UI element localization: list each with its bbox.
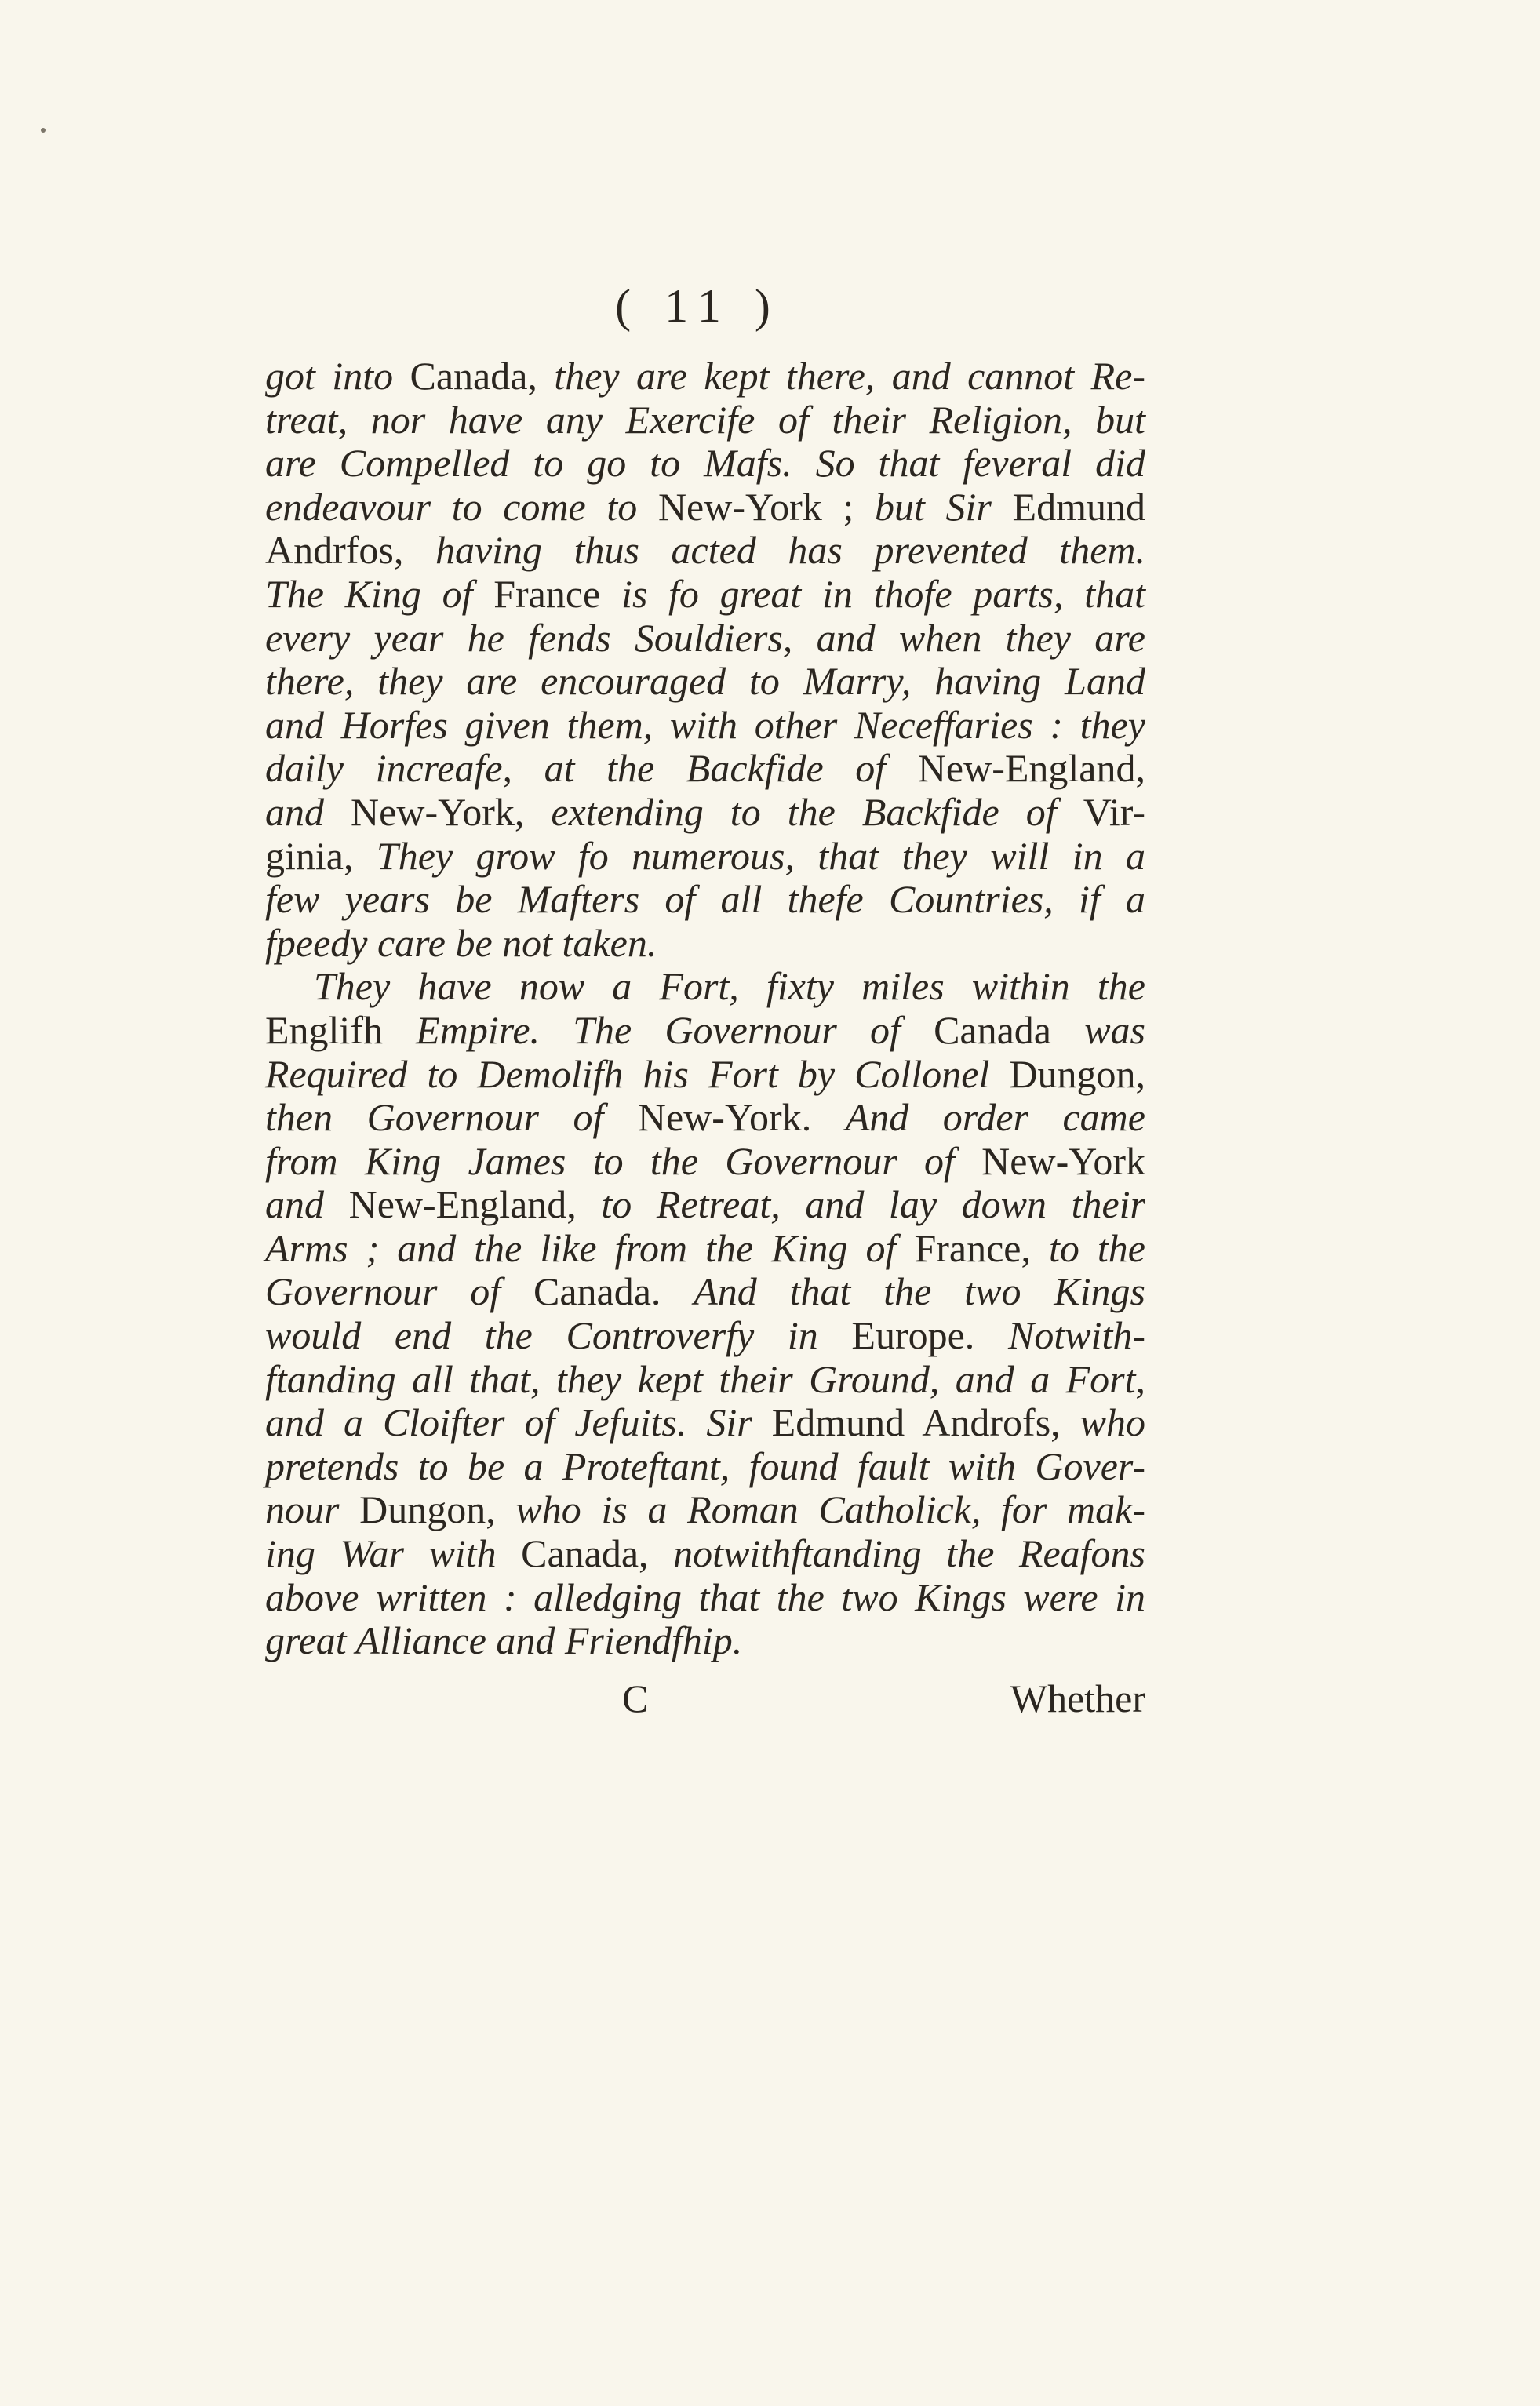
text-line [265,1053,1145,1097]
italic-text: every year he fends Souldiers, and when they are [265,615,1145,660]
italic-text: daily increafe, at the Backfide of [265,746,918,791]
italic-text: treat, nor have any Exercife of their Religion, but [265,397,1145,442]
italic-text: but Sir [874,484,1013,529]
text-line [265,355,1145,399]
roman-text: Dungon, [1009,1051,1145,1096]
italic-text: above written : alledging that the two Kings were in [265,1574,1145,1619]
text-line [265,617,1145,661]
italic-text: would end the Controverfy in [265,1313,852,1358]
italic-text: endeavour to come to [265,484,658,529]
italic-text: having thus acted has prevented them. [435,528,1145,573]
italic-text: was [1084,1007,1145,1052]
text-line [265,1401,1145,1445]
text-line [265,747,1145,791]
italic-text: nour [265,1487,360,1532]
body-text [265,355,1145,1663]
text-line [265,835,1145,879]
text-line [265,1445,1145,1489]
text-line [265,791,1145,835]
signature-mark: C [622,1676,649,1720]
italic-text: then Governour of [265,1095,638,1140]
italic-text: who [1079,1400,1145,1445]
page-footer [265,1676,1145,1723]
text-line [265,1314,1145,1358]
text-line [265,573,1145,617]
italic-text: who is a Roman Catholick, for mak- [515,1487,1146,1532]
italic-text: they are kept there, and cannot Re- [554,354,1145,398]
roman-text: Canada, [521,1531,674,1576]
page-number: ( 11 ) [615,280,781,332]
roman-text: New-York. [637,1095,846,1140]
text-line [265,1009,1145,1053]
text-line [265,1488,1145,1532]
italic-text: notwithftanding the Reafons [673,1531,1145,1576]
italic-text: from King James to the Governour of [265,1138,982,1183]
roman-text: Canada, [410,354,555,398]
roman-text: France, [914,1225,1049,1270]
italic-text: The King of [265,571,494,616]
text-line [265,704,1145,748]
italic-text: is fo great in thofe parts, that [621,571,1145,616]
italic-text: great Alliance and Friendfhip. [265,1618,743,1663]
italic-text: Notwith- [1007,1313,1145,1358]
roman-text: Edmund Androfs, [771,1400,1080,1445]
text-line [265,878,1145,922]
italic-text: Governour of [265,1269,533,1314]
text-line [265,1619,1145,1663]
italic-text: ftanding all that, they kept their Ground, and a Fort, [265,1356,1145,1401]
italic-text: Required to Demolifh his Fort by Collonel [265,1051,1010,1096]
italic-text: there, they are encouraged to Marry, having Land [265,659,1145,704]
roman-text: Canada [934,1007,1085,1052]
text-line [265,1183,1145,1227]
italic-text: and [265,789,351,834]
text-line [265,1140,1145,1184]
text-line [265,1358,1145,1402]
italic-text: few years be Mafters of all thefe Countries, if a [265,877,1145,922]
text-line [265,660,1145,704]
roman-text: Englifh [265,1007,417,1052]
catchword: Whether [1010,1676,1145,1720]
italic-text: Arms ; and the like from the King of [265,1225,915,1270]
roman-text: New-York [981,1138,1145,1183]
italic-text: and Horfes given them, with other Neceffaries : they [265,702,1145,747]
italic-text: are Compelled to go to Mafs. So that feveral did [265,441,1145,486]
text-line [265,486,1145,530]
roman-text: Dungon, [359,1487,516,1532]
italic-text: and a Cloifter of Jefuits. Sir [265,1400,772,1445]
text-line [265,1270,1145,1314]
text-line [265,529,1145,573]
italic-text: and [265,1182,349,1227]
italic-text: They have now a Fort, fixty miles within the [314,964,1145,1009]
roman-text: New-England, [917,746,1145,791]
roman-text: Edmund [1012,484,1145,529]
text-line [265,399,1145,442]
text-line [265,1227,1145,1271]
roman-text: New-York ; [657,484,875,529]
italic-text: ing War with [265,1531,522,1576]
italic-text: to Retreat, and lay down their [601,1182,1146,1227]
text-line [265,442,1145,486]
text-line [265,1576,1145,1620]
italic-text: extending to the Backfide of [551,789,1083,834]
roman-text: New-England, [348,1182,602,1227]
ink-speck [41,128,46,133]
italic-text: got into [265,354,410,398]
roman-text: ginia, [265,833,377,878]
roman-text: New-York, [351,789,552,834]
text-line [265,922,1145,966]
roman-text: Europe. [851,1313,1008,1358]
roman-text: Vir- [1083,789,1146,834]
text-line [265,1532,1145,1576]
text-line [265,1096,1145,1140]
italic-text: Empire. The Governour of [416,1007,934,1052]
text-line [265,965,1145,1009]
roman-text: Canada. [533,1269,694,1314]
italic-text: to the [1049,1225,1145,1270]
roman-text: France [493,571,621,616]
italic-text: And order came [845,1095,1145,1140]
italic-text: They grow fo numerous, that they will in a [376,833,1145,878]
italic-text: And that the two Kings [694,1269,1145,1314]
italic-text: pretends to be a Proteftant, found fault with Gover- [265,1443,1145,1488]
roman-text: Andrfos, [265,528,435,573]
italic-text: fpeedy care be not taken. [265,920,657,965]
